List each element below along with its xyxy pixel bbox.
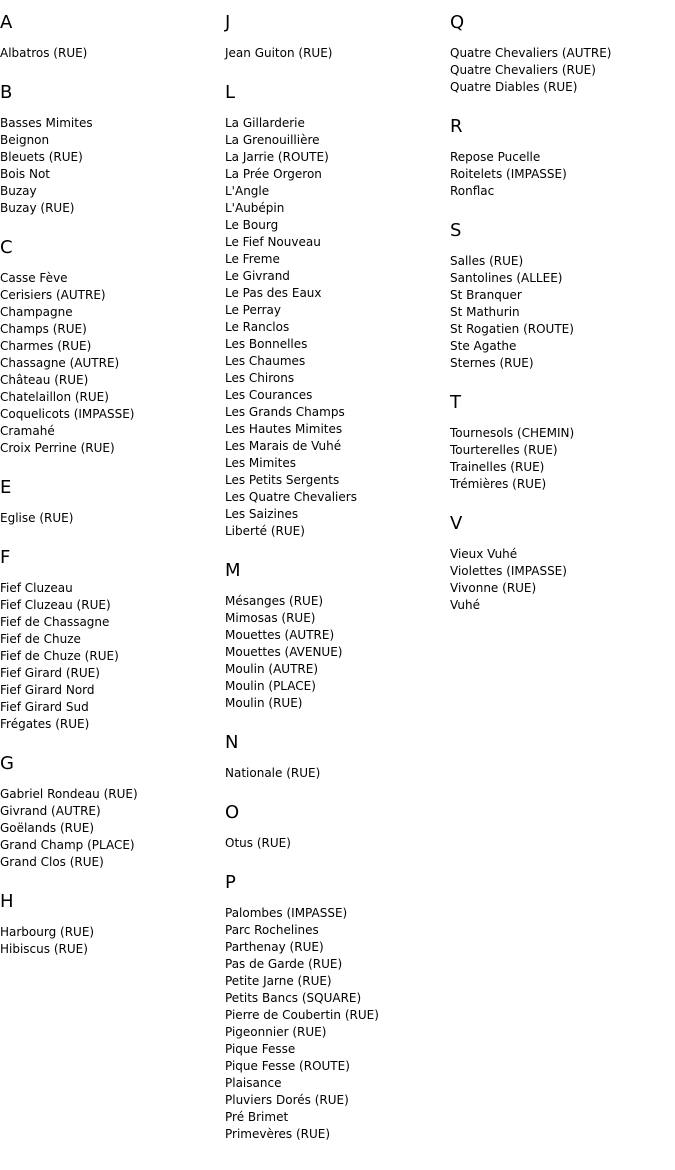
- street-list: [225, 835, 450, 852]
- street-link[interactable]: Les Chaumes: [225, 354, 306, 368]
- letter-section: [450, 117, 675, 200]
- street-list: [450, 149, 675, 200]
- section-letter-heading: B: [0, 82, 13, 103]
- street-link[interactable]: Quatre Diables (RUE): [450, 80, 578, 94]
- street-link[interactable]: Le Ranclos: [225, 320, 290, 334]
- street-link[interactable]: Nationale (RUE): [225, 766, 321, 780]
- street-list: [450, 546, 675, 614]
- street-link[interactable]: Albatros (RUE): [0, 46, 88, 60]
- street-link[interactable]: Chatelaillon (RUE): [0, 390, 109, 404]
- street-link[interactable]: Eglise (RUE): [0, 511, 74, 525]
- street-link[interactable]: Fief Girard (RUE): [0, 666, 100, 680]
- street-link[interactable]: L'Aubépin: [225, 201, 285, 215]
- street-link[interactable]: Le Perray: [225, 303, 281, 317]
- street-link[interactable]: Frégates (RUE): [0, 717, 90, 731]
- letter-section: [225, 83, 450, 540]
- street-link[interactable]: Les Bonnelles: [225, 337, 308, 351]
- street-link[interactable]: Vivonne (RUE): [450, 581, 537, 595]
- street-link[interactable]: Trainelles (RUE): [450, 460, 545, 474]
- street-link[interactable]: Pré Brimet: [225, 1110, 289, 1124]
- street-link[interactable]: Cramahé: [0, 424, 55, 438]
- street-link[interactable]: Repose Pucelle: [450, 150, 541, 164]
- letter-section: [0, 548, 225, 733]
- street-link[interactable]: Primevères (RUE): [225, 1127, 331, 1141]
- street-link[interactable]: Gabriel Rondeau (RUE): [0, 787, 138, 801]
- street-link[interactable]: Palombes (IMPASSE): [225, 906, 348, 920]
- section-letter-heading: J: [225, 12, 231, 33]
- street-link[interactable]: Les Marais de Vuhé: [225, 439, 342, 453]
- street-link[interactable]: Parc Rochelines: [225, 923, 319, 937]
- street-link[interactable]: Givrand (AUTRE): [0, 804, 101, 818]
- street-list: [225, 905, 450, 1143]
- street-link[interactable]: Violettes (IMPASSE): [450, 564, 567, 578]
- section-letter-heading: F: [0, 547, 11, 568]
- street-link[interactable]: Pluviers Dorés (RUE): [225, 1093, 349, 1107]
- letter-section: [0, 892, 225, 958]
- street-link[interactable]: Basses Mimites: [0, 116, 93, 130]
- street-link[interactable]: Moulin (PLACE): [225, 679, 316, 693]
- letter-section: [0, 754, 225, 871]
- street-link[interactable]: Les Chirons: [225, 371, 295, 385]
- street-link[interactable]: Les Petits Sergents: [225, 473, 340, 487]
- letter-section: [0, 13, 225, 62]
- street-link[interactable]: Harbourg (RUE): [0, 925, 95, 939]
- street-list: [0, 510, 225, 527]
- street-link[interactable]: Bleuets (RUE): [0, 150, 83, 164]
- street-link[interactable]: Les Hautes Mimites: [225, 422, 343, 436]
- street-list: [0, 115, 225, 217]
- street-link[interactable]: Fief Girard Nord: [0, 683, 95, 697]
- section-letter-heading: T: [450, 392, 461, 413]
- street-link[interactable]: Ste Agathe: [450, 339, 517, 353]
- letter-section: [0, 478, 225, 527]
- street-link[interactable]: Fief Cluzeau (RUE): [0, 598, 111, 612]
- street-link[interactable]: Grand Clos (RUE): [0, 855, 104, 869]
- street-link[interactable]: Buzay: [0, 184, 37, 198]
- street-list: [0, 270, 225, 457]
- street-link[interactable]: L'Angle: [225, 184, 270, 198]
- street-link[interactable]: Grand Champ (PLACE): [0, 838, 135, 852]
- street-link[interactable]: Tournesols (CHEMIN): [450, 426, 575, 440]
- street-link[interactable]: Mimosas (RUE): [225, 611, 316, 625]
- street-link[interactable]: St Rogatien (ROUTE): [450, 322, 574, 336]
- street-link[interactable]: Petite Jarne (RUE): [225, 974, 332, 988]
- street-list: [0, 924, 225, 958]
- street-link[interactable]: Tourterelles (RUE): [450, 443, 558, 457]
- letter-section: [225, 803, 450, 852]
- street-link[interactable]: Parthenay (RUE): [225, 940, 324, 954]
- street-list: [225, 45, 450, 62]
- street-link[interactable]: Sternes (RUE): [450, 356, 534, 370]
- street-link[interactable]: Croix Perrine (RUE): [0, 441, 115, 455]
- street-link[interactable]: Les Saizines: [225, 507, 299, 521]
- section-letter-heading: Q: [450, 12, 465, 33]
- street-link[interactable]: St Mathurin: [450, 305, 520, 319]
- section-letter-heading: P: [225, 872, 236, 893]
- street-link[interactable]: Charmes (RUE): [0, 339, 92, 353]
- section-letter-heading: L: [225, 82, 236, 103]
- letter-section: [225, 13, 450, 62]
- street-list: [450, 425, 675, 493]
- street-link[interactable]: La Grenouillière: [225, 133, 320, 147]
- street-link[interactable]: La Prée Orgeron: [225, 167, 322, 181]
- section-letter-heading: A: [0, 12, 13, 33]
- letter-section: [225, 561, 450, 712]
- section-letter-heading: S: [450, 220, 462, 241]
- street-link[interactable]: Fief de Chuze: [0, 632, 81, 646]
- street-link[interactable]: Les Mimites: [225, 456, 296, 470]
- street-link[interactable]: Champs (RUE): [0, 322, 87, 336]
- street-link[interactable]: St Branquer: [450, 288, 522, 302]
- street-link[interactable]: Roitelets (IMPASSE): [450, 167, 567, 181]
- street-link[interactable]: Bois Not: [0, 167, 50, 181]
- street-link[interactable]: Fief de Chuze (RUE): [0, 649, 119, 663]
- street-link[interactable]: Le Fief Nouveau: [225, 235, 321, 249]
- street-link[interactable]: Goëlands (RUE): [0, 821, 95, 835]
- street-link[interactable]: Otus (RUE): [225, 836, 291, 850]
- street-link[interactable]: Jean Guiton (RUE): [225, 46, 333, 60]
- street-list: [225, 765, 450, 782]
- street-link[interactable]: Trémières (RUE): [450, 477, 547, 491]
- street-list: [450, 253, 675, 372]
- letter-section: [0, 238, 225, 457]
- street-link[interactable]: Les Quatre Chevaliers: [225, 490, 357, 504]
- street-column-1: [0, 0, 225, 979]
- letter-section: [0, 83, 225, 217]
- letter-section: [450, 13, 675, 96]
- letter-section: [225, 733, 450, 782]
- street-list: [450, 45, 675, 96]
- street-link[interactable]: Chassagne (AUTRE): [0, 356, 120, 370]
- section-letter-heading: M: [225, 560, 241, 581]
- section-letter-heading: O: [225, 802, 240, 823]
- street-link[interactable]: Hibiscus (RUE): [0, 942, 88, 956]
- street-link[interactable]: Salles (RUE): [450, 254, 524, 268]
- street-link[interactable]: Les Courances: [225, 388, 313, 402]
- street-link[interactable]: Mouettes (AVENUE): [225, 645, 343, 659]
- street-link[interactable]: La Gillarderie: [225, 116, 305, 130]
- section-letter-heading: N: [225, 732, 239, 753]
- street-link[interactable]: La Jarrie (ROUTE): [225, 150, 329, 164]
- section-letter-heading: R: [450, 116, 463, 137]
- letter-section: [450, 221, 675, 372]
- street-link[interactable]: Moulin (AUTRE): [225, 662, 318, 676]
- street-link[interactable]: Pierre de Coubertin (RUE): [225, 1008, 379, 1022]
- street-column-3: [450, 0, 675, 635]
- street-link[interactable]: Quatre Chevaliers (AUTRE): [450, 46, 612, 60]
- street-link[interactable]: Les Grands Champs: [225, 405, 345, 419]
- street-list: [225, 593, 450, 712]
- street-link[interactable]: Ronflac: [450, 184, 495, 198]
- street-list: [0, 45, 225, 62]
- street-list: [0, 786, 225, 871]
- street-link[interactable]: Pigeonnier (RUE): [225, 1025, 327, 1039]
- street-link[interactable]: Santolines (ALLEE): [450, 271, 563, 285]
- street-link[interactable]: Pas de Garde (RUE): [225, 957, 343, 971]
- street-link[interactable]: Plaisance: [225, 1076, 282, 1090]
- street-link[interactable]: Vieux Vuhé: [450, 547, 518, 561]
- street-link[interactable]: Casse Fève: [0, 271, 68, 285]
- street-list: [225, 115, 450, 540]
- letter-section: [450, 393, 675, 493]
- section-letter-heading: G: [0, 753, 14, 774]
- street-link[interactable]: Fief de Chassagne: [0, 615, 110, 629]
- street-link[interactable]: Fief Cluzeau: [0, 581, 73, 595]
- section-letter-heading: V: [450, 513, 463, 534]
- street-link[interactable]: Buzay (RUE): [0, 201, 75, 215]
- street-column-2: [225, 0, 450, 1164]
- street-link[interactable]: Château (RUE): [0, 373, 89, 387]
- street-link[interactable]: Le Pas des Eaux: [225, 286, 322, 300]
- street-link[interactable]: Liberté (RUE): [225, 524, 305, 538]
- street-link[interactable]: Cerisiers (AUTRE): [0, 288, 106, 302]
- street-link[interactable]: Pique Fesse: [225, 1042, 296, 1056]
- street-link[interactable]: Champagne: [0, 305, 73, 319]
- street-link[interactable]: Moulin (RUE): [225, 696, 303, 710]
- street-link[interactable]: Le Freme: [225, 252, 280, 266]
- section-letter-heading: H: [0, 891, 14, 912]
- street-link[interactable]: Beignon: [0, 133, 50, 147]
- letter-section: [450, 514, 675, 614]
- section-letter-heading: E: [0, 477, 12, 498]
- street-link[interactable]: Petits Bancs (SQUARE): [225, 991, 362, 1005]
- street-link[interactable]: Vuhé: [450, 598, 480, 612]
- street-link[interactable]: Coquelicots (IMPASSE): [0, 407, 135, 421]
- street-link[interactable]: Mouettes (AUTRE): [225, 628, 335, 642]
- street-link[interactable]: Le Bourg: [225, 218, 279, 232]
- section-letter-heading: C: [0, 237, 13, 258]
- street-link[interactable]: Fief Girard Sud: [0, 700, 89, 714]
- street-link[interactable]: Quatre Chevaliers (RUE): [450, 63, 596, 77]
- street-list: [0, 580, 225, 733]
- street-link[interactable]: Mésanges (RUE): [225, 594, 324, 608]
- street-link[interactable]: Pique Fesse (ROUTE): [225, 1059, 350, 1073]
- letter-section: [225, 873, 450, 1143]
- street-link[interactable]: Le Givrand: [225, 269, 290, 283]
